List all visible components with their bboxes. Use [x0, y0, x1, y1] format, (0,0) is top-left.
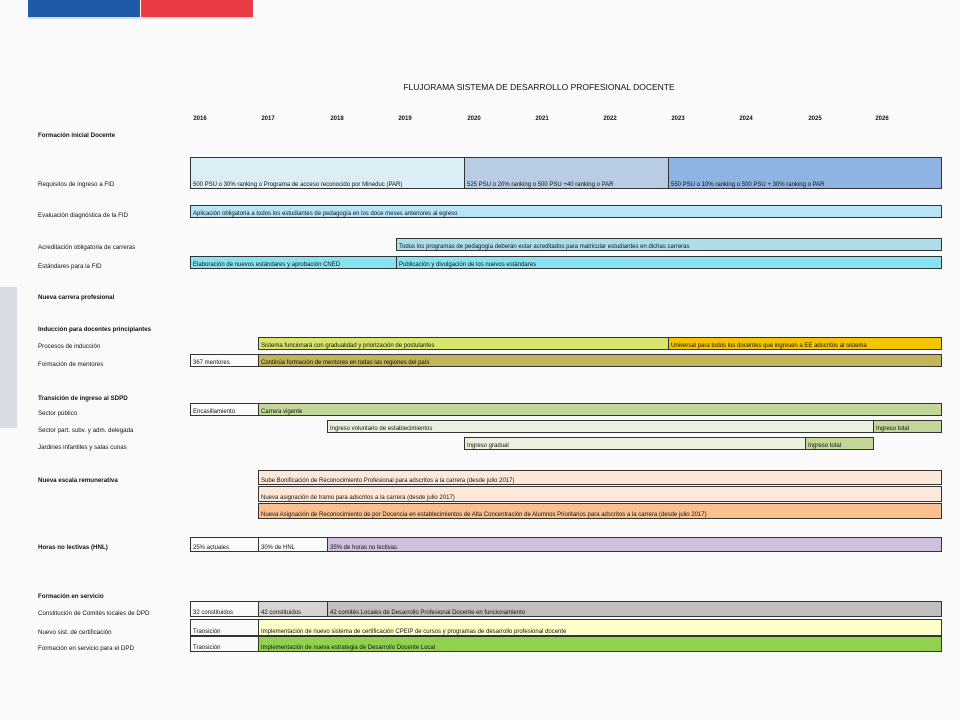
- bar-hnl-2: 30% de HNL: [258, 537, 328, 552]
- bar-hnl-3: 35% de horas no lectivas: [327, 537, 942, 552]
- year-2019: 2019: [398, 116, 412, 122]
- row-label-sector-publico: Sector público: [38, 410, 78, 417]
- year-2024: 2024: [739, 116, 753, 122]
- section-escala: Nueva escala remunerativa: [38, 477, 118, 484]
- row-label-requisitos: Requisitos de ingreso a FID: [38, 181, 115, 188]
- bar-hnl-1: 25% actuales: [190, 537, 259, 552]
- bar-jardines-1: Ingreso gradual: [464, 437, 806, 450]
- flag-underline: [28, 17, 253, 19]
- row-label-acreditacion: Acreditación obligatoria de carreras: [38, 244, 136, 251]
- bar-certificacion-1: Transición: [190, 619, 259, 636]
- bar-sector-publico-1: Encasillamiento: [190, 403, 259, 416]
- row-label-comites: Constitución de Comités locales de DPD: [38, 610, 150, 617]
- bar-evaluacion: Aplicación obligatoria a todos los estudiantes de pedagogía en los doce meses anteriores al egreso: [190, 205, 942, 218]
- section-servicio: Formación en servicio: [38, 593, 104, 600]
- flag-red-band: [141, 0, 253, 17]
- row-label-sector-part: Sector part. subv. y adm. delegada: [38, 427, 134, 434]
- row-label-procesos: Procesos de inducción: [38, 343, 101, 350]
- bar-sector-part-2: Ingreso total: [873, 420, 942, 433]
- row-label-estandares: Estándares para la FID: [38, 263, 102, 270]
- side-scroll-strip: [0, 287, 17, 428]
- row-label-jardines: Jardines infantiles y salas cunas: [38, 444, 127, 451]
- bar-procesos-1: Sistema funcionará con gradualidad y priorización de postulantes: [258, 337, 669, 350]
- bar-servicio-dpd-2: Implementación de nueva estrategia de Desarrollo Docente Local: [258, 636, 942, 652]
- year-2025: 2025: [808, 116, 822, 122]
- bar-escala-3: Nueva Asignación de Reconocimiento de por Docencia en establecimientos de Alta Concentración de Alumnos Prioritarios para adscritos a la carrera (desde julio 2017): [258, 503, 942, 519]
- bar-escala-2: Nueva asignación de tramo para adscritos a la carrera (desde julio 2017): [258, 486, 942, 502]
- row-label-servicio-dpd: Formación en servicio para el DPD: [38, 645, 134, 652]
- bar-acreditacion: Todos los programas de pedagogía deberán estar acreditados para matricular estudiantes en dichas carreras: [396, 238, 942, 251]
- section-induccion: Inducción para docentes principiantes: [38, 326, 152, 333]
- row-label-evaluacion: Evaluación diagnóstica de la FID: [38, 212, 129, 219]
- bar-jardines-2: Ingreso total: [805, 437, 874, 450]
- bar-sector-publico-2: Carrera vigente: [258, 403, 942, 416]
- year-2016: 2016: [193, 116, 207, 122]
- row-label-mentores: Formación de mentores: [38, 361, 104, 368]
- bar-mentores-2: Continúa formación de mentores en todas las regiones del país: [258, 354, 942, 367]
- year-2023: 2023: [671, 116, 685, 122]
- bar-requisitos-3: 550 PSU o 10% ranking o 500 PSU + 30% ranking o PAR: [668, 157, 942, 189]
- bar-comites-2: 42 constituidos: [258, 601, 328, 617]
- section-transicion: Transición de ingreso al SDPD: [38, 395, 128, 402]
- bar-estandares-1: Elaboración de nuevos estándares y aprobación CNED: [190, 256, 397, 269]
- bar-mentores-1: 367 mentores: [190, 354, 259, 367]
- year-2021: 2021: [535, 116, 549, 122]
- year-2020: 2020: [467, 116, 481, 122]
- page-title: FLUJORAMA SISTEMA DE DESARROLLO PROFESIONAL DOCENTE: [403, 82, 675, 92]
- section-carrera: Nueva carrera profesional: [38, 294, 115, 301]
- bar-escala-1: Sube Bonificación de Reconocimiento Profesional para adscritos a la carrera (desde julio 2017): [258, 470, 942, 485]
- bar-requisitos-1: 500 PSU o 30% ranking o Programa de acceso reconocido por Mineduc (PAR): [190, 157, 465, 189]
- bar-estandares-2: Publicación y divulgación de los nuevos estándares: [396, 256, 942, 269]
- section-fid: Formación inicial Docente: [38, 132, 116, 139]
- bar-certificacion-2: Implementación de nuevo sistema de certificación CPEIP de cursos y programas de desarrollo profesional docente: [258, 619, 942, 636]
- year-2018: 2018: [330, 116, 344, 122]
- bar-servicio-dpd-1: Transición: [190, 636, 259, 652]
- bar-comites-3: 42 comités Locales de Desarrollo Profesional Docente en funcionamiento: [327, 601, 942, 617]
- bar-procesos-2: Universal para todos los docentes que ingresen a EE adscritos al sistema: [668, 337, 942, 350]
- year-2026: 2026: [875, 116, 889, 122]
- section-hnl: Horas no lectivas (HNL): [38, 544, 108, 551]
- bar-sector-part-1: Ingreso voluntario de establecimientos: [327, 420, 874, 433]
- bar-requisitos-2: 525 PSU o 20% ranking o 500 PSU +40 ranking o PAR: [464, 157, 669, 189]
- row-label-certificacion: Nuevo sist. de certificación: [38, 629, 112, 636]
- year-2022: 2022: [603, 116, 617, 122]
- flag-blue-band: [28, 0, 140, 17]
- bar-comites-1: 32 constituidos: [190, 601, 259, 617]
- year-2017: 2017: [261, 116, 275, 122]
